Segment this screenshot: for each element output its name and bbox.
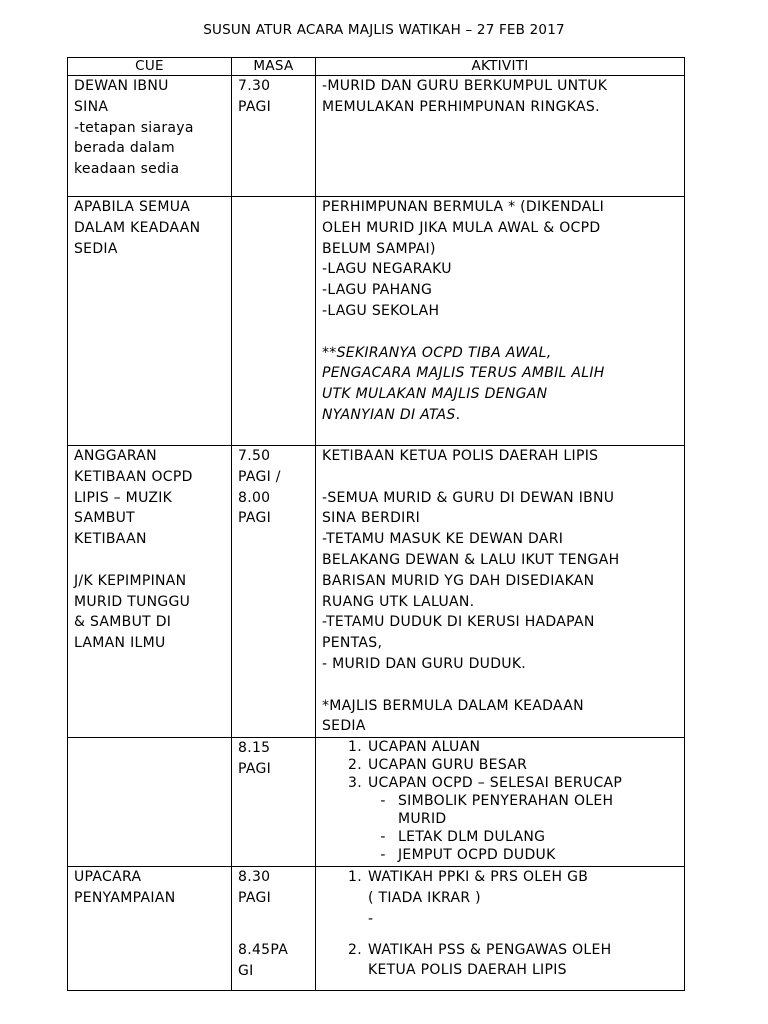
masa-line: PAGI [238,889,272,906]
note-line: UTK MULAKAN MAJLIS DENGAN [322,386,548,403]
dash-bullet: - [380,829,386,846]
aktiviti-line: -LAGU NEGARAKU [322,261,452,278]
list-number: 3. [348,775,362,792]
masa-cell [232,197,316,446]
dash-bullet: - [380,847,386,864]
aktiviti-line: PERHIMPUNAN BERMULA * (DIKENDALI [322,199,605,215]
masa-cell [232,738,316,867]
masa-cell [232,867,316,991]
aktiviti-line: -LAGU PAHANG [322,282,433,299]
cue-line: APABILA SEMUA [74,199,191,215]
schedule-table [67,57,685,991]
header-aktiviti: AKTIVITI [316,58,685,76]
table-row [68,197,685,446]
note-text: SEKIRANYA OCPD TIBA AWAL, [336,344,552,361]
masa-line: 8.45PA [238,941,289,958]
cue-line: keadaan sedia [74,161,180,178]
sublist-text: JEMPUT OCPD DUDUK [398,847,556,864]
aktiviti-line: - MURID DAN GURU DUDUK. [322,655,527,672]
aktiviti-line: -TETAMU DUDUK DI KERUSI HADAPAN [322,614,595,631]
list-text: WATIKAH PPKI & PRS OLEH GB [368,869,589,886]
header-cue: CUE [68,58,232,76]
list-continuation: KETUA POLIS DAERAH LIPIS [368,962,567,979]
aktiviti-heading: KETIBAAN KETUA POLIS DAERAH LIPIS [322,448,599,464]
cue-line: J/K KEPIMPINAN [74,572,187,589]
list-item [322,738,680,756]
list-item [322,774,680,792]
aktiviti-cell [316,446,685,738]
cue-line: KETIBAAN [74,531,147,548]
table-row [68,867,685,991]
masa-line: 7.30 [238,78,271,94]
note-text: NYANYIAN DI ATAS [322,406,456,423]
note-suffix: . [455,406,461,423]
aktiviti-line: -LAGU SEKOLAH [322,302,440,319]
masa-line: PAGI / [238,468,281,485]
aktiviti-cell [316,867,685,991]
cue-line: SINA [74,98,109,115]
list-text: WATIKAH PSS & PENGAWAS OLEH [368,941,612,958]
header-masa: MASA [232,58,316,76]
aktiviti-cell [316,738,685,867]
cue-line: berada dalam [74,140,175,157]
aktiviti-line: OLEH MURID JIKA MULA AWAL & OCPD [322,219,601,236]
sublist-item [322,846,680,864]
list-continuation: - [368,910,374,927]
cue-line: PENYAMPAIAN [74,889,176,906]
cue-line: DEWAN IBNU [74,78,169,94]
cue-cell [68,867,232,991]
sublist-text: LETAK DLM DULANG [398,829,546,846]
aktiviti-line: RUANG UTK LALUAN. [322,593,475,610]
note-line: PENGACARA MAJLIS TERUS AMBIL ALIH [322,365,605,382]
masa-cell [232,446,316,738]
aktiviti-line: BARISAN MURID YG DAH DISEDIAKAN [322,572,595,589]
aktiviti-line: BELUM SAMPAI) [322,240,436,257]
note-line [322,405,680,426]
list-number: 1. [348,739,362,756]
sublist-item [322,810,680,828]
list-item [322,756,680,774]
masa-line: 8.30 [238,869,271,886]
sublist-item [322,828,680,846]
list-number: 2. [348,757,362,774]
cue-line: KETIBAAN OCPD [74,468,193,485]
dash-bullet: - [380,793,386,810]
sublist-item [322,792,680,810]
list-continuation: ( TIADA IKRAR ) [368,889,481,906]
sublist-text: MURID [398,811,447,828]
cue-line: MURID TUNGGU [74,593,191,610]
masa-line: 7.50 [238,448,271,464]
aktiviti-line: SEDIA [322,718,366,735]
note-prefix: ** [322,344,337,361]
cue-line: -tetapan siaraya [74,119,194,136]
list-text: UCAPAN ALUAN [368,739,481,756]
cue-cell [68,738,232,867]
masa-line: 8.00 [238,489,271,506]
sublist-text: SIMBOLIK PENYERAHAN OLEH [398,793,614,810]
aktiviti-cell [316,197,685,446]
table-row [68,738,685,867]
list-number: 1. [348,869,362,886]
cue-line: UPACARA [74,869,142,886]
cue-line: ANGGARAN [74,448,157,464]
aktiviti-line: BELAKANG DEWAN & LALU IKUT TENGAH [322,551,620,568]
aktiviti-line: MEMULAKAN PERHIMPUNAN RINGKAS. [322,98,600,115]
list-text: UCAPAN GURU BESAR [368,757,528,774]
aktiviti-line: -TETAMU MASUK KE DEWAN DARI [322,531,564,548]
cue-cell [68,76,232,197]
list-text: UCAPAN OCPD – SELESAI BERUCAP [368,775,623,792]
masa-line: PAGI [238,98,272,115]
aktiviti-line: *MAJLIS BERMULA DALAM KEADAAN [322,697,584,714]
cue-cell [68,197,232,446]
aktiviti-line: -SEMUA MURID & GURU DI DEWAN IBNU [322,489,615,506]
list-item [322,867,680,888]
cue-cell [68,446,232,738]
cue-line: SEDIA [74,240,118,257]
masa-line: PAGI [238,510,272,527]
table-row [68,76,685,197]
aktiviti-cell [316,76,685,197]
masa-line: GI [238,962,254,979]
masa-line: 8.15 [238,740,271,757]
cue-line: SAMBUT [74,510,136,527]
table-row [68,446,685,738]
page-title: SUSUN ATUR ACARA MAJLIS WATIKAH – 27 FEB 2017 [203,22,565,38]
masa-line: PAGI [238,760,272,777]
list-item [322,940,680,961]
aktiviti-line: PENTAS, [322,635,383,652]
cue-line: & SAMBUT DI [74,614,172,631]
cue-line: LIPIS – MUZIK [74,489,173,506]
table-header-row [68,58,685,76]
aktiviti-line: -MURID DAN GURU BERKUMPUL UNTUK [322,78,608,94]
cue-line: LAMAN ILMU [74,635,166,652]
masa-cell [232,76,316,197]
cue-line: DALAM KEADAAN [74,219,201,236]
list-number: 2. [348,941,362,958]
note-line [322,343,680,364]
aktiviti-line: SINA BERDIRI [322,510,421,527]
